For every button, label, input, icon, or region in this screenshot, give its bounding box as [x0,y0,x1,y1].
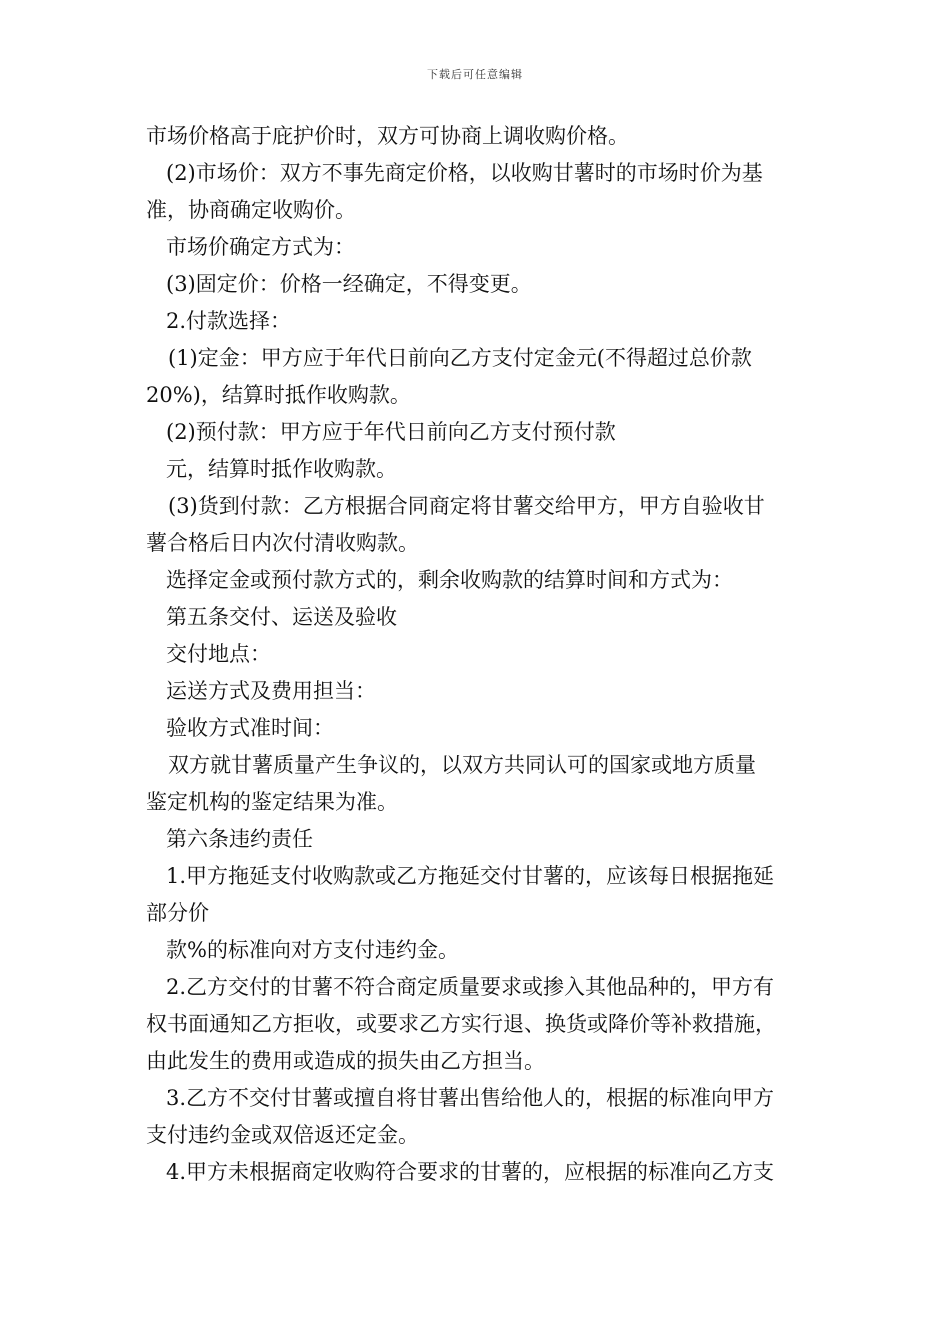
paragraph-line: 1.甲方拖延支付收购款或乙方拖延交付甘薯的，应该每日根据拖延 [166,864,775,888]
paragraph-line: 4.甲方未根据商定收购符合要求的甘薯的，应根据的标准向乙方支 [166,1160,775,1184]
paragraph-line: 选择定金或预付款方式的，剩余收购款的结算时间和方式为： [166,568,733,592]
paragraph-line: 验收方式准时间： [166,716,334,740]
document-body [146,118,826,1191]
paragraph-line: 元，结算时抵作收购款。 [166,457,397,481]
paragraph-line: (2)市场价：双方不事先商定价格，以收购甘薯时的市场时价为基 [166,161,763,185]
paragraph-line: (3)固定价：价格一经确定，不得变更。 [166,272,532,296]
paragraph-line: (2)预付款：甲方应于年代日前向乙方支付预付款 [166,420,616,444]
page-header: 下载后可任意编辑 [427,68,523,81]
paragraph-line: 第六条违约责任 [166,827,313,851]
paragraph-line: 运送方式及费用担当： [166,679,376,703]
paragraph-line: 3.乙方不交付甘薯或擅自将甘薯出售给他人的，根据的标准向甲方 [166,1086,775,1110]
paragraph-line: 款%的标准向对方支付违约金。 [166,938,459,962]
paragraph-line: 由此发生的费用或造成的损失由乙方担当。 [146,1049,545,1073]
paragraph-line: 第五条交付、运送及验收 [166,605,397,629]
paragraph-line: 交付地点： [166,642,271,666]
paragraph-line: 部分价 [146,901,209,925]
paragraph-line: 2.乙方交付的甘薯不符合商定质量要求或掺入其他品种的，甲方有 [166,975,775,999]
paragraph-line: 鉴定机构的鉴定结果为准。 [146,790,398,814]
paragraph-line: 2.付款选择： [166,309,292,333]
paragraph-line: (3)货到付款：乙方根据合同商定将甘薯交给甲方，甲方自验收甘 [168,494,765,518]
paragraph-line: 支付违约金或双倍返还定金。 [146,1123,419,1147]
paragraph-line: (1)定金：甲方应于年代日前向乙方支付定金元(不得超过总价款 [168,346,752,370]
paragraph-line: 薯合格后日内次付清收购款。 [146,531,419,555]
paragraph-line: 权书面通知乙方拒收，或要求乙方实行退、换货或降价等补救措施， [146,1012,776,1036]
paragraph-line: 市场价格高于庇护价时，双方可协商上调收购价格。 [146,124,629,148]
paragraph-line: 双方就甘薯质量产生争议的，以双方共同认可的国家或地方质量 [168,753,756,777]
paragraph-line: 市场价确定方式为： [166,235,355,259]
paragraph-line: 20%)，结算时抵作收购款。 [146,383,411,407]
paragraph-line: 准，协商确定收购价。 [146,198,356,222]
